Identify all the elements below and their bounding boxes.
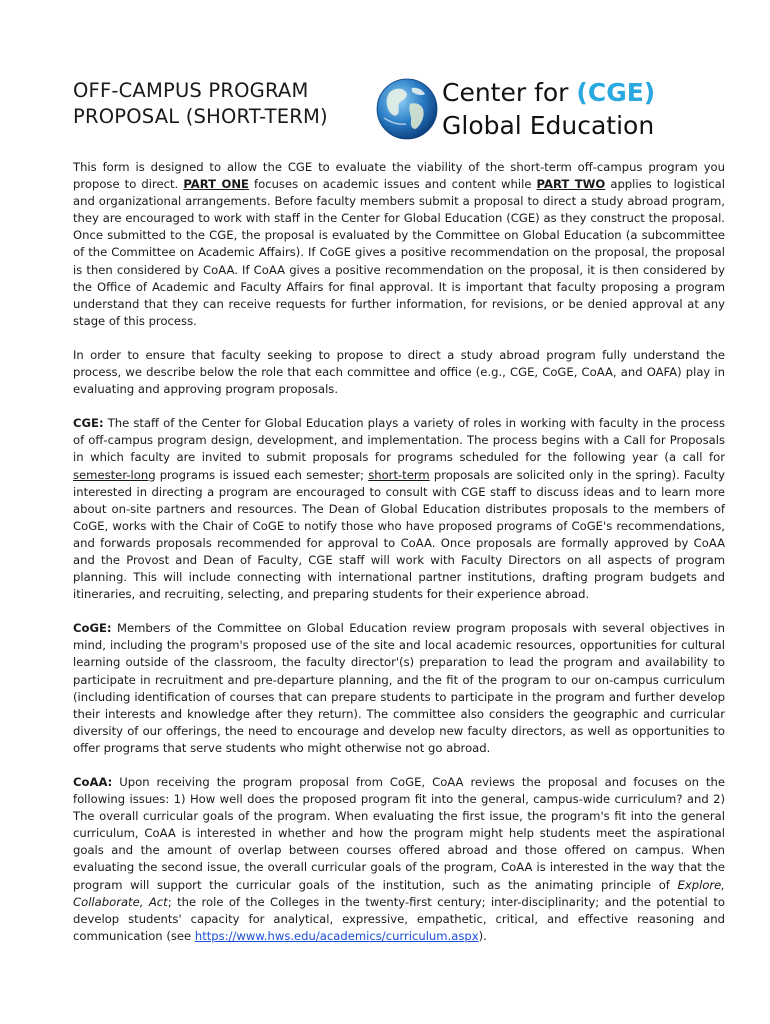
logo-wordmark — [442, 76, 655, 142]
intro-text-2: focuses on academic issues and content while — [248, 177, 537, 192]
animating-principle: Explore, Collaborate, Act — [73, 877, 725, 909]
part-two-label: PART TWO — [536, 177, 606, 192]
cge-text-1: The staff of the Center for Global Education plays a variety of roles in working with faculty in the process of off-campus program design, development, and implementation. The process begins with a Call for Proposals in which faculty are invited to submit proposals for programs scheduled for the following year (a call for — [73, 416, 725, 465]
coaa-paragraph — [73, 774, 725, 945]
intro-text-1: This form is designed to allow the CGE to evaluate the viability of the short-term off-campus program you propose to direct. — [73, 160, 725, 192]
part-one-label: PART ONE — [183, 177, 249, 192]
logo-center-for: Center for — [442, 78, 577, 107]
coaa-text-2: ; the role of the Colleges in the twenty-first century; inter-disciplinarity; and the potential to develop students' capacity for analytical, expressive, empathetic, critical, and effective reasoning and communication (see — [73, 894, 725, 943]
document-body — [73, 159, 725, 962]
globe-icon — [376, 78, 438, 140]
document-header — [73, 76, 713, 146]
curriculum-link[interactable]: https://www.hws.edu/academics/curriculum.aspx — [194, 928, 479, 943]
coge-text: Members of the Committee on Global Education review program proposals with several objectives in mind, including the program's proposed use of the site and local academic resources, opportunities for cultural learning outside of the classroom, the faculty director'(s) preparation to lead the program and availability to participate in recruitment and pre-departure planning, and the fit of the program to our on-campus curriculum (including identification of courses that can prepare students to participate in the program and further develop their interests and knowledge after they return). The committee also considers the geographic and curricular diversity of our offerings, the need to encourage and develop new faculty directors, as well as opportunities to offer programs that serve students who might otherwise not go abroad. — [73, 621, 725, 755]
logo-abbreviation: (CGE) — [576, 78, 656, 107]
intro-text-3: applies to logistical and organizational arrangements. Before faculty members submit a proposal to direct a study abroad program, they are encouraged to work with staff in the Center for Global Education (CGE) as they construct the proposal. Once submitted to the CGE, the proposal is evaluated by the Committee on Global Education (a subcommittee of the Committee on Academic Affairs). If CoGE gives a positive recommendation on the proposal, the proposal is then considered by CoAA. If CoAA gives a positive recommendation on the proposal, it is then considered by the Office of Academic and Faculty Affairs for final approval. It is important that faculty proposing a program understand that they can receive requests for further information, for revisions, or be denied approval at any stage of this process. — [73, 177, 725, 328]
cge-text-2: programs is issued each semester; — [155, 467, 369, 482]
coge-label: CoGE: — [73, 621, 112, 636]
short-term-term: short-term — [368, 467, 430, 482]
cge-logo — [376, 76, 676, 142]
coaa-text-1: Upon receiving the program proposal from CoGE, CoAA reviews the proposal and focuses on the following issues: 1) How well does the proposed program fit into the general, campus-wide curriculum? and 2) The overall curricular goals of the program. When evaluating the first issue, the program's fit into the general curriculum, CoAA is interested in whether and how the program might help students meet the aspirational goals and the amount of overlap between courses offered abroad and those offered on campus. When evaluating the second issue, the overall curricular goals of the program, CoAA is interested in the way that the program will support the curricular goals of the institution, such as the animating principle of — [73, 775, 725, 892]
cge-label: CGE: — [73, 416, 104, 431]
cge-text-3: proposals are solicited only in the spring). Faculty interested in directing a program are encouraged to consult with CGE staff to discuss ideas and to learn more about on-site partners and resources. The Dean of Global Education distributes proposals to the members of CoGE, works with the Chair of CoGE to notify those who have proposed programs of CoGE's recommendations, and forwards proposals recommended for approval to CoAA. Once proposals are formally approved by CoAA and the Provost and Dean of Faculty, CGE staff will work with Faculty Directors on all aspects of program planning. This will include connecting with international partner institutions, drafting program budgets and itineraries, and recruiting, selecting, and preparing students for their experience abroad. — [73, 467, 725, 602]
intro-paragraph — [73, 159, 725, 330]
semester-long-term: semester-long — [73, 467, 156, 482]
title-line-2: PROPOSAL (SHORT-TERM) — [73, 105, 328, 128]
document-title — [73, 78, 328, 130]
coge-paragraph — [73, 620, 725, 757]
coaa-label: CoAA: — [73, 775, 113, 789]
title-line-1: OFF-CAMPUS PROGRAM — [73, 79, 309, 102]
roles-intro-paragraph: In order to ensure that faculty seeking to propose to direct a study abroad program fully understand the process, we describe below the role that each committee and office (e.g., CGE, CoGE, CoAA, and OAFA) play in evaluating and approving program proposals. — [73, 347, 725, 397]
logo-global-education: Global Education — [442, 111, 655, 140]
coaa-text-3: ). — [478, 928, 487, 943]
cge-paragraph — [73, 415, 725, 603]
